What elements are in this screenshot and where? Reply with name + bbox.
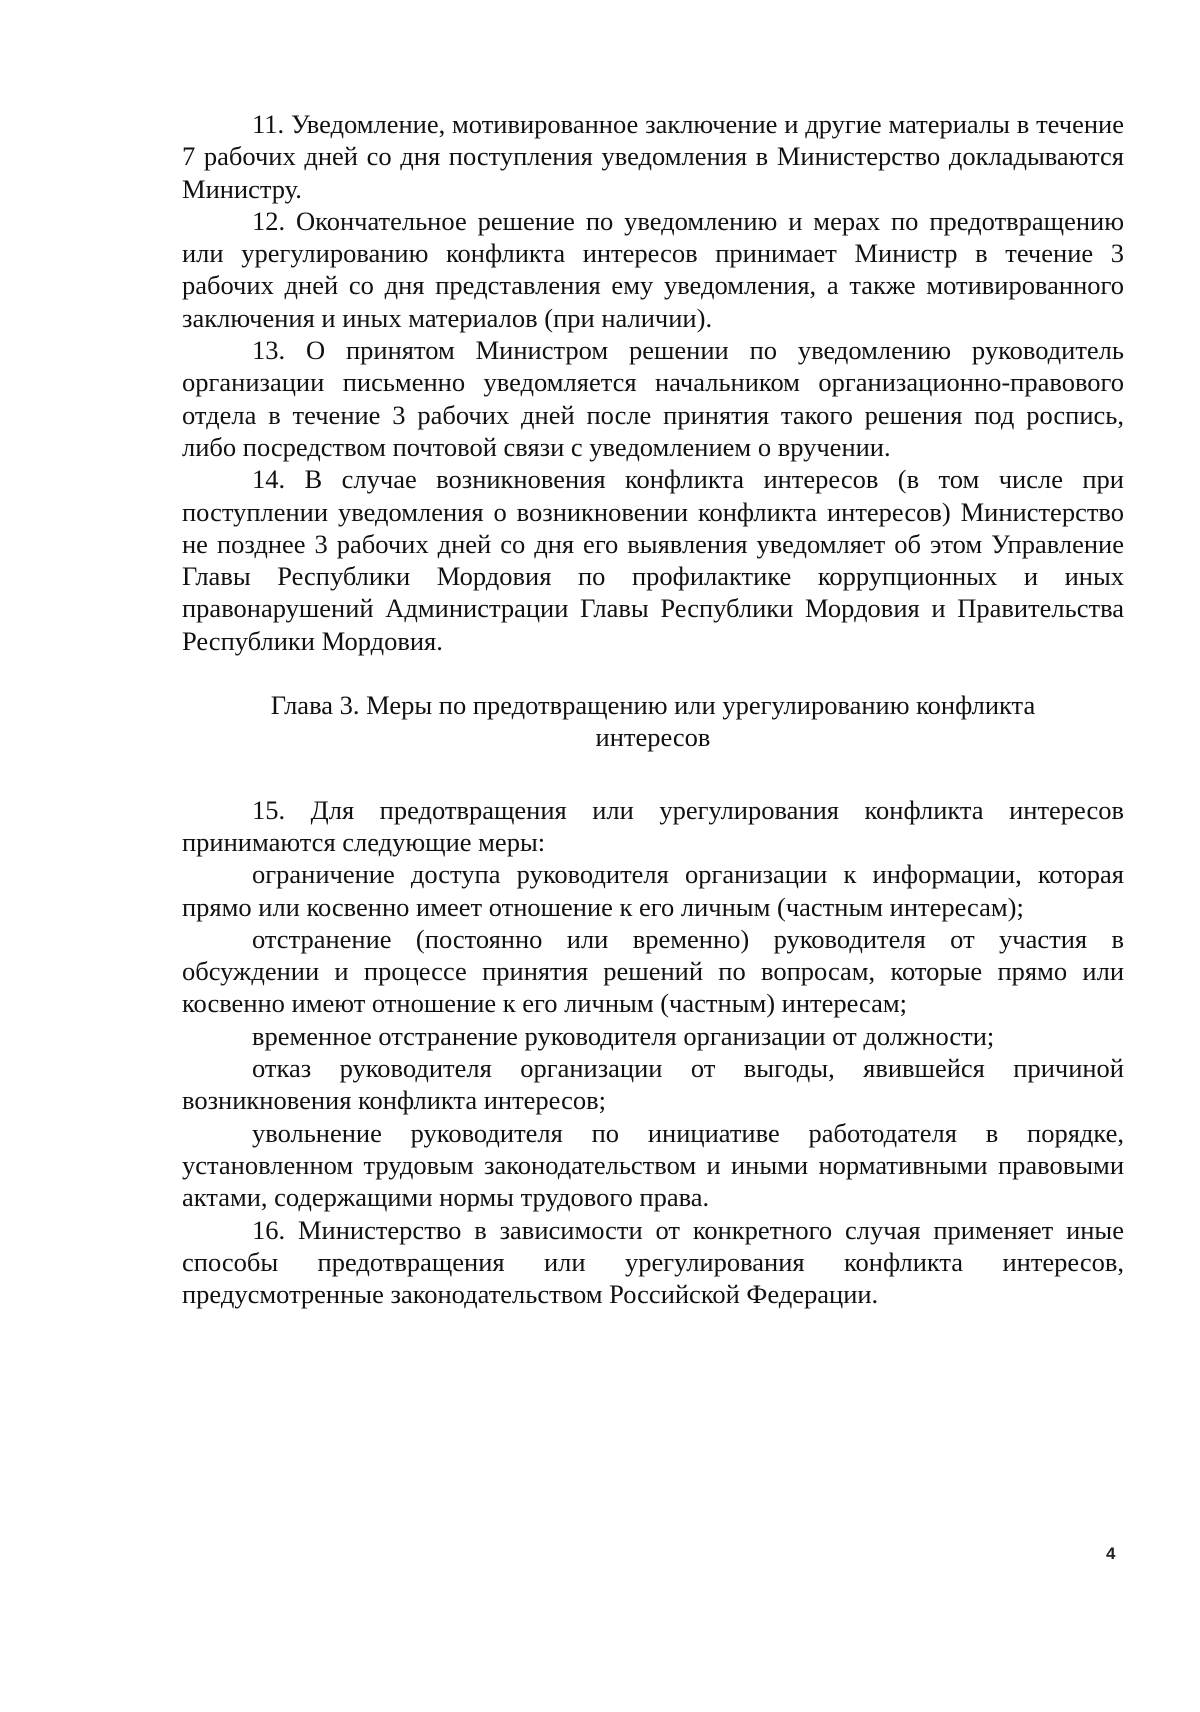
paragraph-13: 13. О принятом Министром решении по уведомлению руководитель организации письменно уведомляется начальником организационно-правового отдела в течение 3 рабочих дней после принятия такого решения под роспись, либо посредством почтовой связи с уведомлением о вручении. [182,335,1124,462]
page-number: 4 [1106,1544,1116,1563]
measure-item: увольнение руководителя по инициативе работодателя в порядке, установленном трудовым законодательством и иными нормативными правовыми актами, содержащими нормы трудового права. [182,1117,1124,1213]
chapter-heading: Глава 3. Меры по предотвращению или урегулированию конфликта интересов [270,690,1036,753]
paragraph-16: 16. Министерство в зависимости от конкретного случая применяет иные способы предотвращения или урегулирования конфликта интересов, предусмотренные законодательством Российской Федерации. [182,1214,1124,1310]
paragraph-12: 12. Окончательное решение по уведомлению и мерах по предотвращению или урегулированию конфликта интересов принимает Министр в течение 3 рабочих дней со дня представления ему уведомления, а также мотивированного заключения и иных материалов (при наличии). [182,205,1124,333]
measure-item: отказ руководителя организации от выгоды, явившейся причиной возникновения конфликта интересов; [182,1053,1124,1116]
measure-item: ограничение доступа руководителя организации к информации, которая прямо или косвенно имеет отношение к его личным (частным интересам); [182,859,1124,922]
paragraph-11: 11. Уведомление, мотивированное заключение и другие материалы в течение 7 рабочих дней со дня поступления уведомления в Министерство докладываются Министру. [182,109,1124,204]
measure-item: отстранение (постоянно или временно) руководителя от участия в обсуждении и процессе принятия решений по вопросам, которые прямо или косвенно имеют отношение к его личным (частным) интересам; [182,923,1124,1019]
measure-item: временное отстранение руководителя организации от должности; [252,1020,995,1051]
document-page [182,108,1124,1310]
paragraph-14: 14. В случае возникновения конфликта интересов (в том числе при поступлении уведомления о возникновении конфликта интересов) Министерство не позднее 3 рабочих дней со дня его выявления уведомляет об этом Управление Главы Республики Мордовия по профилактике коррупционных и иных правонарушений Администрации Главы Республики Мордовия и Правительства Республики Мордовия. [182,464,1124,656]
paragraph-15: 15. Для предотвращения или урегулирования конфликта интересов принимаются следующие меры: [182,794,1124,857]
